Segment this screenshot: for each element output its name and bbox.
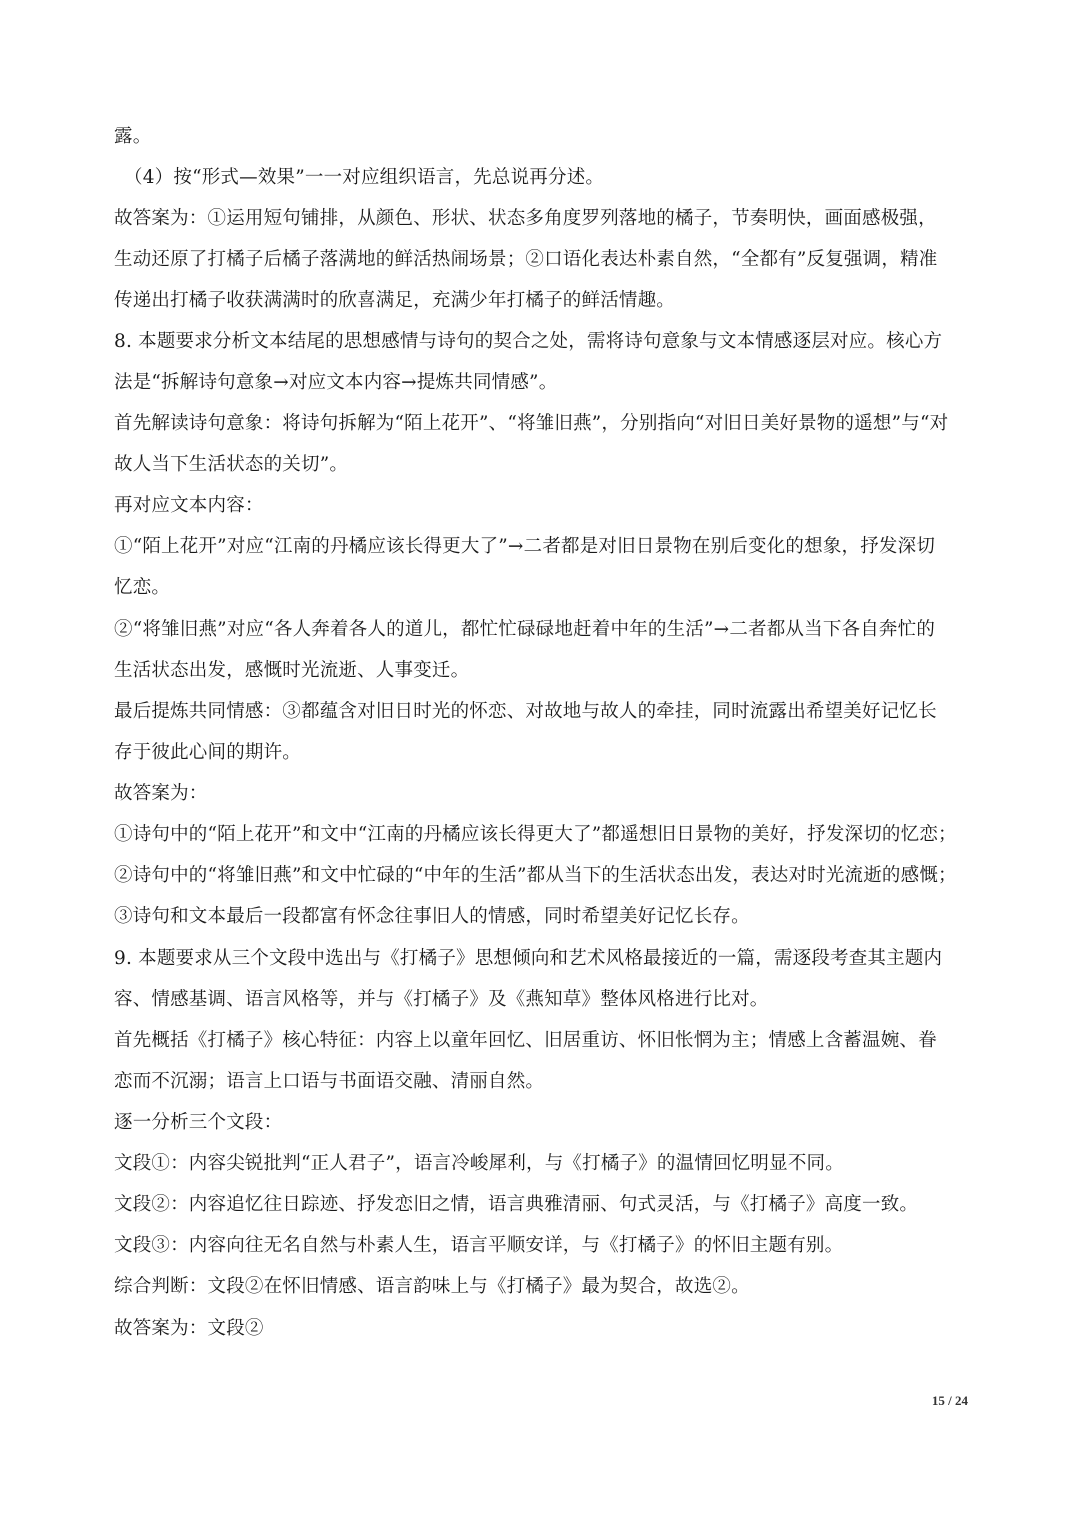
text-line: 首先概括《打橘子》核心特征：内容上以童年回忆、旧居重访、怀旧怅惘为主；情感上含蓄温婉、眷 xyxy=(114,1030,937,1051)
page-number: 15 / 24 xyxy=(931,1393,968,1408)
text-line: 最后提炼共同情感：③都蕴含对旧日时光的怀恋、对故地与故人的牵挂，同时流露出希望美好记忆长 xyxy=(114,701,937,722)
text-line: ②诗句中的“将雏旧燕”和文中忙碌的“中年的生活”都从当下的生活状态出发，表达对时光流逝的感慨； xyxy=(114,865,957,886)
text-line: 文段②：内容追忆往日踪迹、抒发恋旧之情，语言典雅清丽、句式灵活，与《打橘子》高度一致。 xyxy=(114,1194,919,1215)
text-line: （4）按“形式—效果”一一对应组织语言，先总说再分述。 xyxy=(124,167,605,188)
text-line: ②“将雏旧燕”对应“各人奔着各人的道儿，都忙忙碌碌地赶着中年的生活”→二者都从当下各自奔忙的 xyxy=(114,619,936,640)
text-line: 故答案为： xyxy=(114,783,208,804)
text-line: 存于彼此心间的期许。 xyxy=(114,742,302,763)
text-line: 恋而不沉溺；语言上口语与书面语交融、清丽自然。 xyxy=(114,1071,545,1092)
text-line: ①“陌上花开”对应“江南的丹橘应该长得更大了”→二者都是对旧日景物在别后变化的想象，抒发深切 xyxy=(114,536,936,557)
text-line: 9. 本题要求从三个文段中选出与《打橘子》思想倾向和艺术风格最接近的一篇，需逐段考查其主题内 xyxy=(114,948,943,969)
text-line: 容、情感基调、语言风格等，并与《打橘子》及《燕知草》整体风格进行比对。 xyxy=(114,989,769,1010)
text-line: 传递出打橘子收获满满时的欣喜满足，充满少年打橘子的鲜活情趣。 xyxy=(114,290,676,311)
text-line: 8. 本题要求分析文本结尾的思想感情与诗句的契合之处，需将诗句意象与文本情感逐层对应。核心方 xyxy=(114,331,943,352)
text-line: 故答案为：①运用短句铺排，从颜色、形状、状态多角度罗列落地的橘子，节奏明快，画面感极强， xyxy=(114,208,937,229)
text-line: 综合判断：文段②在怀旧情感、语言韵味上与《打橘子》最为契合，故选②。 xyxy=(114,1276,750,1297)
text-line: 露。 xyxy=(114,126,152,147)
text-line: 再对应文本内容： xyxy=(114,495,264,516)
text-line: ①诗句中的“陌上花开”和文中“江南的丹橘应该长得更大了”都遥想旧日景物的美好，抒发深切的忆恋； xyxy=(114,824,957,845)
text-line: 故人当下生活状态的关切”。 xyxy=(114,454,349,475)
text-line: 法是“拆解诗句意象→对应文本内容→提炼共同情感”。 xyxy=(114,372,558,393)
text-line: 故答案为：文段② xyxy=(114,1318,264,1339)
text-line: 生动还原了打橘子后橘子落满地的鲜活热闹场景；②口语化表达朴素自然，“全都有”反复强调，精准 xyxy=(114,249,938,270)
text-line: 逐一分析三个文段： xyxy=(114,1112,283,1133)
text-line: ③诗句和文本最后一段都富有怀念往事旧人的情感，同时希望美好记忆长存。 xyxy=(114,906,750,927)
text-line: 生活状态出发，感慨时光流逝、人事变迁。 xyxy=(114,660,470,681)
text-line: 忆恋。 xyxy=(114,577,171,598)
text-line: 文段①：内容尖锐批判“正人君子”，语言冷峻犀利，与《打橘子》的温情回忆明显不同。 xyxy=(114,1153,844,1174)
text-line: 首先解读诗句意象：将诗句拆解为“陌上花开”、“将雏旧燕”，分别指向“对旧日美好景物的遥想”与“对 xyxy=(114,413,949,434)
text-line: 文段③：内容向往无名自然与朴素人生，语言平顺安详，与《打橘子》的怀旧主题有别。 xyxy=(114,1235,844,1256)
